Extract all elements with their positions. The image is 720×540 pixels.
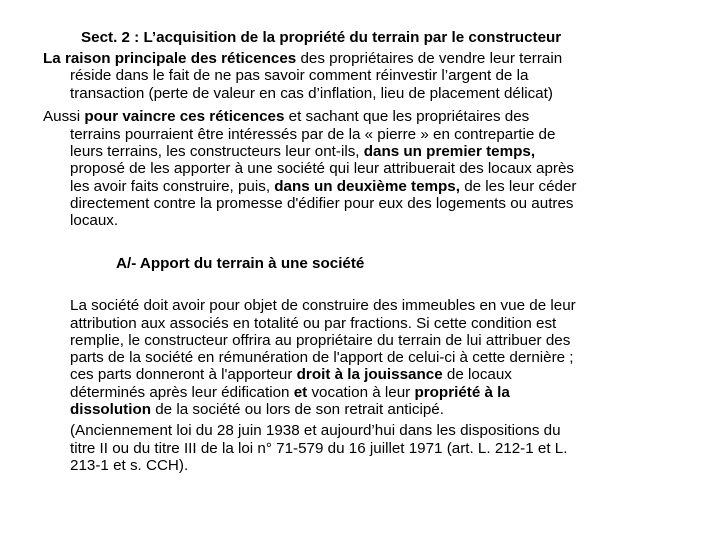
- para2-line1-rest: et sachant que les propriétaires des: [284, 108, 530, 125]
- para2-line5-start: les avoir faits construire, puis,: [70, 178, 275, 195]
- para4-line3: 213-1 et s. CCH).: [70, 457, 189, 474]
- para3-line7: [70, 401, 444, 418]
- para1-line1: [43, 50, 562, 67]
- para2-line6: directement contre la promesse d'édifier pour eux des logements ou autres: [70, 195, 574, 212]
- para3-line6-bold-et: et: [293, 384, 308, 401]
- para1-line1-rest: des propriétaires de vendre leur terrain: [296, 50, 563, 67]
- para2-line5-rest: de les leur céder: [459, 178, 577, 195]
- section-title: Sect. 2 : L’acquisition de la propriété du terrain par le constructeur: [81, 29, 562, 46]
- para3-line7-bold: dissolution: [70, 401, 151, 418]
- para3-line3: remplie, le constructeur offrira au propriétaire du terrain de lui attribuer des: [70, 332, 571, 349]
- para3-line7-rest: de la société ou lors de son retrait anticipé.: [151, 401, 444, 418]
- para2-line5: [70, 178, 576, 195]
- para2-line3: [70, 143, 535, 160]
- para3-line5-start: ces parts donneront à l'apporteur: [70, 366, 297, 383]
- para3-line5-bold: droit à la jouissance: [296, 366, 443, 383]
- para1-line3: transaction (perte de valeur en cas d’inflation, lieu de placement délicat): [70, 85, 553, 102]
- para2-line3-start: leurs terrains, les constructeurs leur ont-ils,: [70, 143, 364, 160]
- para2-line1: [43, 108, 529, 125]
- subheading: A/- Apport du terrain à une société: [116, 255, 365, 272]
- para2-line2: terrains pourraient être intéressés par de la « pierre » en contrepartie de: [70, 126, 556, 143]
- para3-line5: [70, 366, 512, 383]
- para3-line6: [70, 384, 510, 401]
- para2-line3-bold: dans un premier temps,: [363, 143, 536, 160]
- para3-line6-start: déterminés après leur édification: [70, 384, 294, 401]
- para3-line5-rest: de locaux: [442, 366, 512, 383]
- para3-line6-mid: vocation à leur: [307, 384, 415, 401]
- para1-line2: réside dans le fait de ne pas savoir comment réinvestir l’argent de la: [70, 67, 529, 84]
- para2-line7: locaux.: [70, 212, 119, 229]
- para3-line2: attribution aux associés en totalité ou par fractions. Si cette condition est: [70, 315, 557, 332]
- para4-line2: titre II ou du titre III de la loi n° 71-579 du 16 juillet 1971 (art. L. 212-1 et L.: [70, 440, 568, 457]
- para4-line1: (Anciennement loi du 28 juin 1938 et aujourd’hui dans les dispositions du: [70, 422, 561, 439]
- para3-line4: parts de la société en rémunération de l'apport de celui-ci à cette dernière ;: [70, 349, 574, 366]
- para2-line1-start: Aussi: [43, 108, 85, 125]
- para3-line6-bold-end: propriété à la: [414, 384, 510, 401]
- para2-line5-bold: dans un deuxième temps,: [274, 178, 460, 195]
- para2-line1-bold: pour vaincre ces réticences: [84, 108, 285, 125]
- para3-line1: La société doit avoir pour objet de construire des immeubles en vue de leur: [70, 297, 576, 314]
- para2-line4: proposé de les apporter à une société qui leur attribuerait des locaux après: [70, 160, 575, 177]
- para1-line1-bold: La raison principale des réticences: [43, 50, 297, 67]
